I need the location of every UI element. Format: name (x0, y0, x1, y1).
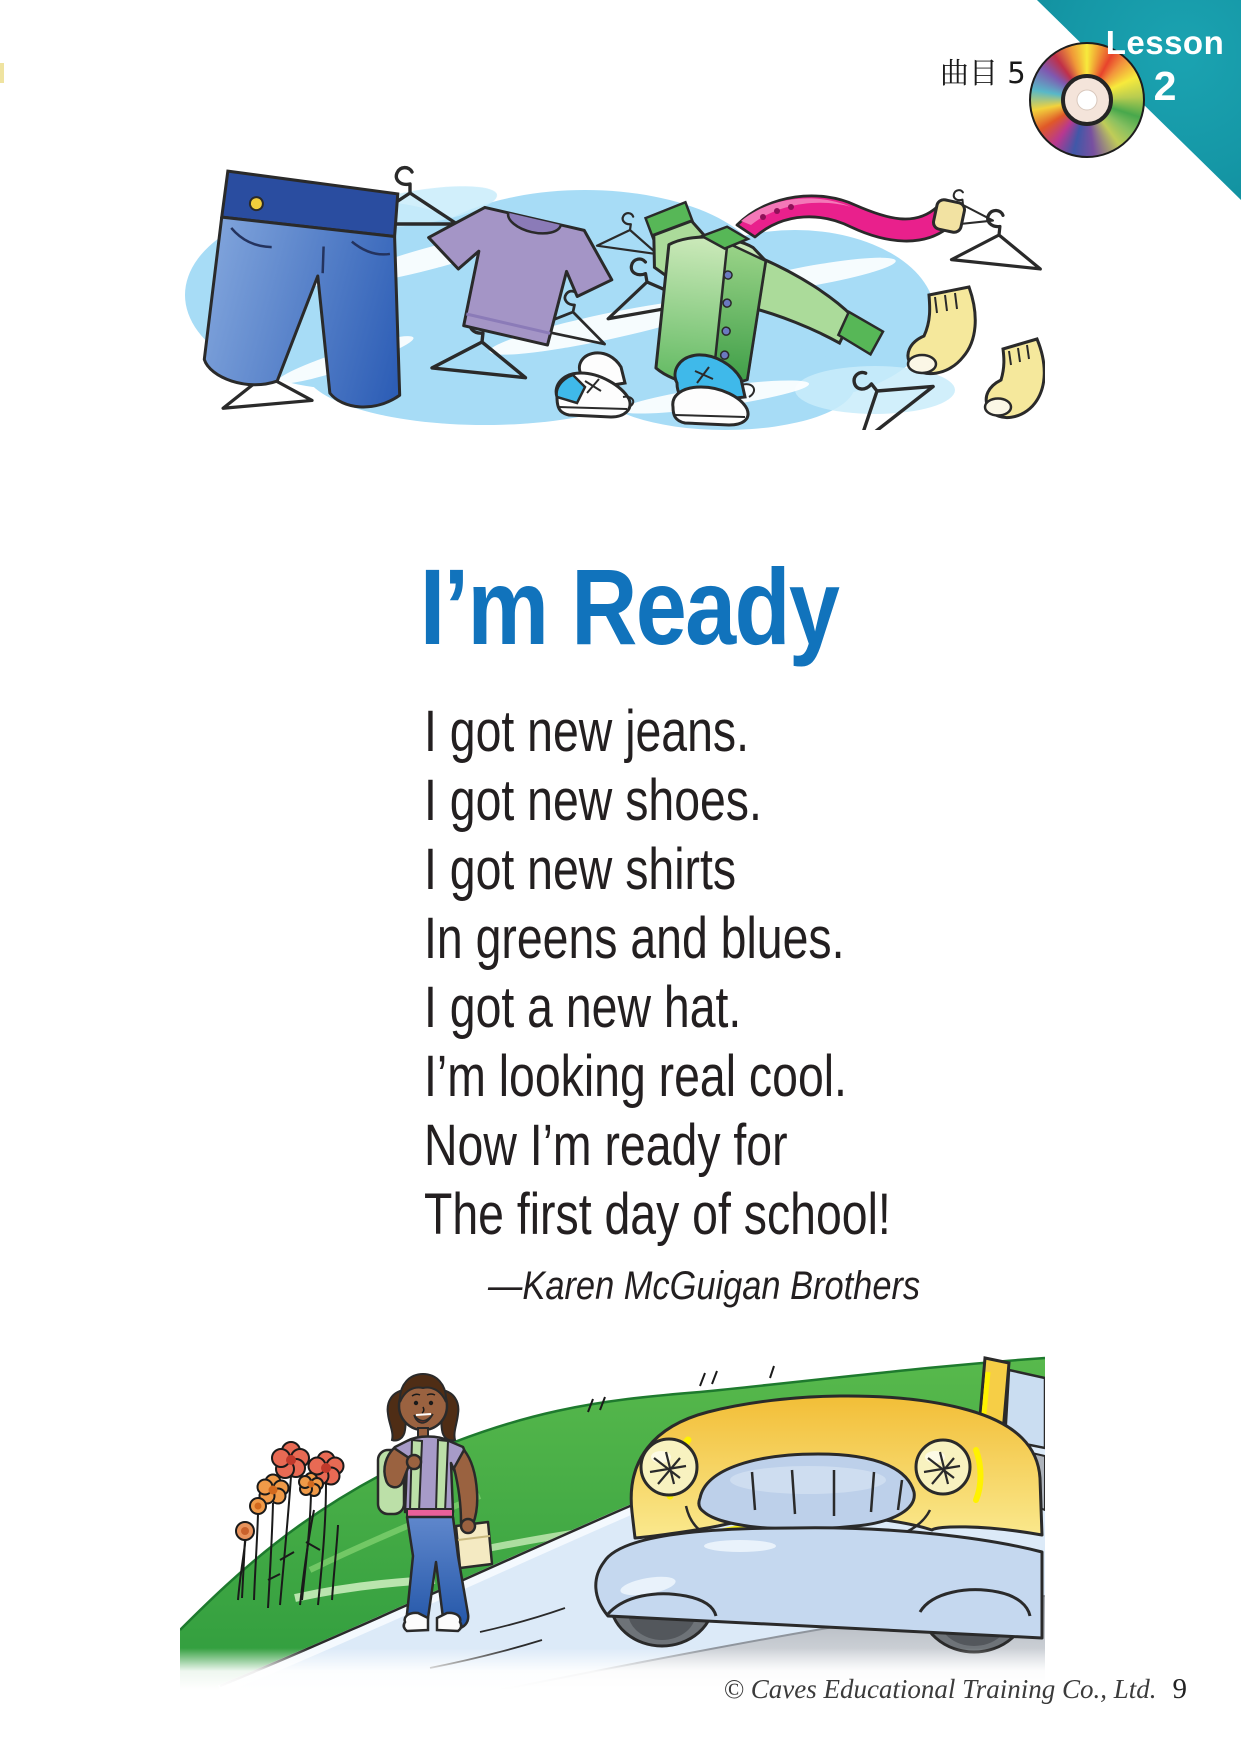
clothes-illustration (185, 145, 1045, 430)
poem-line: The first day of school! (424, 1182, 891, 1247)
lesson-number: 2 (1153, 63, 1177, 109)
poem-line: In greens and blues. (424, 906, 845, 971)
copyright-text: © Caves Educational Training Co., Ltd. (723, 1674, 1157, 1704)
poem-text (424, 697, 891, 1249)
audio-track-label: 曲目 5 (940, 56, 1026, 90)
page-edge-mark (0, 63, 4, 83)
clothes-illustration-svg (185, 145, 1045, 430)
school-bus-illustration-svg (180, 1300, 1045, 1690)
school-bus-illustration (180, 1300, 1045, 1690)
lesson-label: Lesson (1105, 24, 1225, 61)
poem-line: I got new shirts (424, 837, 737, 902)
poem-attribution: —Karen McGuigan Brothers (488, 1264, 921, 1308)
poem-line: I got a new hat. (424, 975, 742, 1040)
poem-title: I’m Ready (419, 546, 839, 667)
poem-line: I got new jeans. (424, 699, 750, 764)
cd-center-hole (1077, 90, 1098, 111)
page-footer (723, 1673, 1187, 1706)
poem-line: Now I’m ready for (424, 1113, 788, 1178)
poem-line: I’m looking real cool. (424, 1044, 847, 1109)
poem-line: I got new shoes. (424, 768, 762, 833)
page-number: 9 (1172, 1673, 1187, 1705)
